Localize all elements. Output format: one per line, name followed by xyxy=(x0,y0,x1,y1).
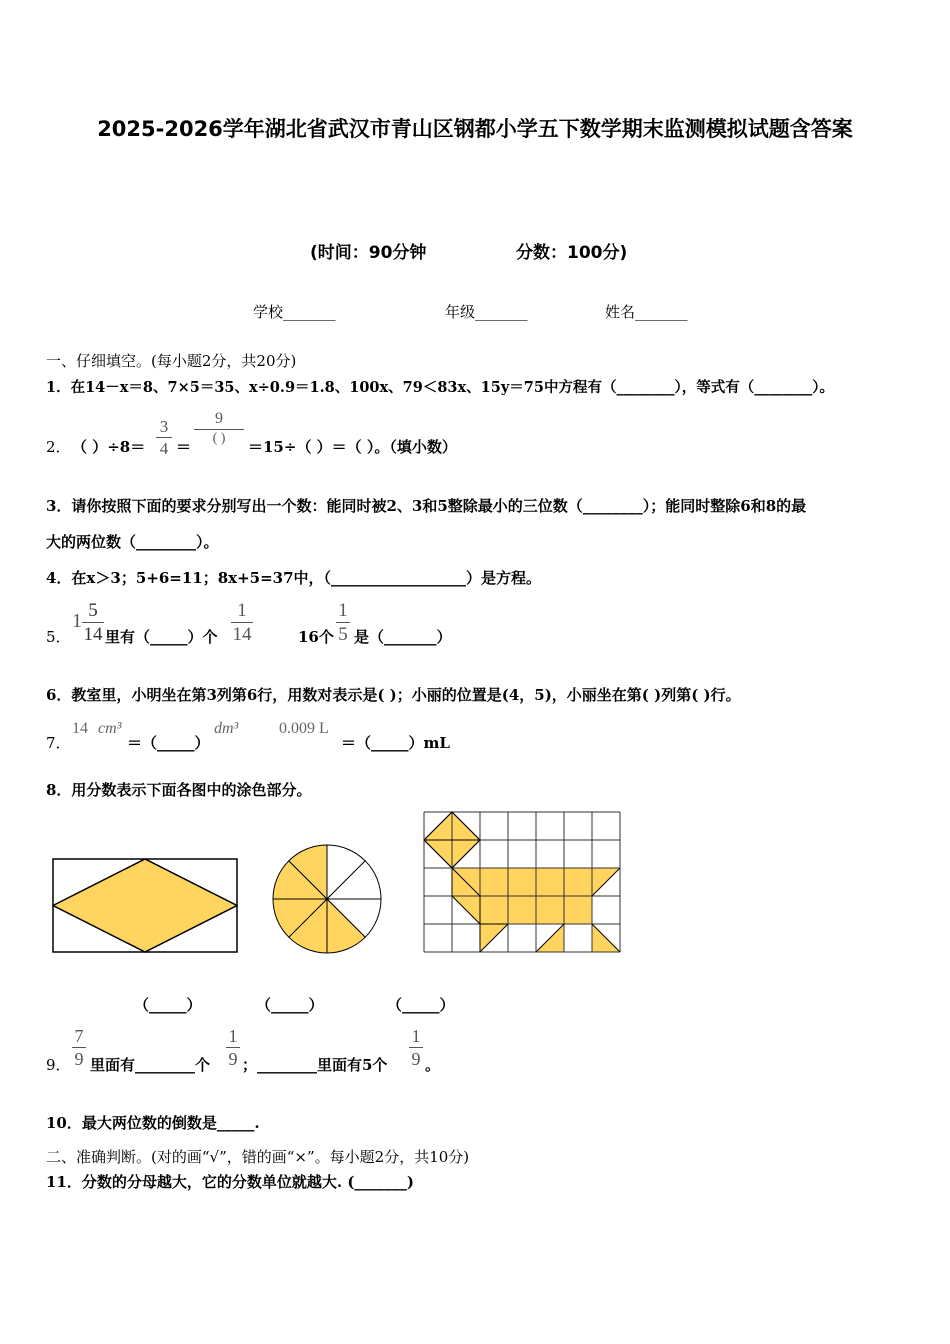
fraction-numerator: 1 xyxy=(228,1026,238,1046)
question-7-number: 7． xyxy=(46,734,71,752)
question-9-text-2: ；________里面有5个 xyxy=(242,1056,388,1074)
fraction-denominator: 4 xyxy=(159,439,169,458)
question-3-line-2: 大的两位数（________）。 xyxy=(46,533,219,551)
question-5-text-2: 16个 xyxy=(298,628,334,646)
question-11: 11．分数的分母越大，它的分数单位就越大. (_______) xyxy=(46,1173,415,1191)
question-7-value-1: 14 xyxy=(72,720,88,737)
score-label: 分数：100分) xyxy=(516,243,628,263)
question-5-text-1: 里有（_____）个 xyxy=(105,628,218,646)
question-9-text-1: 里面有________个 xyxy=(90,1056,211,1074)
grade-field: 年级_______ xyxy=(445,303,528,321)
question-7-text-1: ＝（_____） xyxy=(127,734,210,752)
question-5-fraction-c xyxy=(336,601,350,644)
question-2-fraction-1 xyxy=(156,418,172,457)
fraction-denominator: 14 xyxy=(232,624,252,645)
fraction-numerator: 1 xyxy=(338,600,348,621)
question-2-part1: （ ）÷8＝ xyxy=(72,438,146,456)
question-5-number: 5． xyxy=(46,628,71,646)
name-field: 姓名_______ xyxy=(605,303,688,321)
question-9-number: 9． xyxy=(46,1056,71,1074)
question-5-fraction-a xyxy=(82,601,104,644)
question-3-line-1: 3．请你按照下面的要求分别写出一个数：能同时被2、3和5整除最小的三位数（________）；能同时整除6和8的最 xyxy=(46,497,807,515)
fraction-numerator: 9 xyxy=(215,410,223,427)
question-9-fraction-c xyxy=(409,1027,423,1068)
question-8: 8．用分数表示下面各图中的涂色部分。 xyxy=(46,781,312,799)
question-1: 1．在14－x＝8、7×5＝35、x÷0.9＝1.8、100x、79＜83x、15y＝75中方程有（________），等式有（________）。 xyxy=(46,379,834,396)
fraction-numerator: 5 xyxy=(88,600,98,621)
rhombus-in-rectangle-figure xyxy=(52,858,238,954)
question-2-number: 2． xyxy=(46,438,71,456)
figure-3-answer-blank: （_____） xyxy=(387,996,455,1014)
question-9-fraction-b xyxy=(226,1027,240,1068)
figure-1-answer-blank: （_____） xyxy=(134,996,202,1014)
fraction-denominator: 14 xyxy=(83,624,103,645)
fraction-denominator: 5 xyxy=(338,624,348,645)
question-2-fraction-2 xyxy=(194,411,244,446)
question-6: 6．教室里，小明坐在第3列第6行，用数对表示是( )；小丽的位置是(4，5)，小丽坐在第( )列第( )行。 xyxy=(46,686,741,704)
grid-shape-figure xyxy=(423,811,623,957)
unit-dm3: dm³ xyxy=(214,720,239,737)
page-title: 2025-2026学年湖北省武汉市青山区钢都小学五下数学期末监测模拟试题含答案 xyxy=(97,117,853,141)
fraction-numerator: 3 xyxy=(159,417,169,436)
fraction-denominator: 9 xyxy=(411,1049,421,1069)
question-7-text-2: ＝（_____）mL xyxy=(341,734,450,752)
fraction-denominator: 9 xyxy=(228,1049,238,1069)
fraction-numerator: 1 xyxy=(411,1026,421,1046)
figure-2-answer-blank: （_____） xyxy=(256,996,324,1014)
question-2-part2: ＝15÷（ ）＝（ ）。（填小数） xyxy=(248,438,457,456)
question-5-fraction-b xyxy=(231,601,253,644)
fraction-numerator: 7 xyxy=(74,1026,84,1046)
section-2-heading: 二、准确判断。(对的画“√”，错的画“×”。每小题2分，共10分) xyxy=(46,1148,470,1166)
question-9-text-3: 。 xyxy=(425,1056,441,1074)
question-4: 4．在x＞3；5+6=11；8x+5=37中，（__________________）是方程。 xyxy=(46,569,542,587)
question-10: 10．最大两位数的倒数是_____. xyxy=(46,1114,260,1132)
fraction-numerator: 1 xyxy=(237,600,247,621)
unit-cm3: cm³ xyxy=(98,720,122,737)
school-field: 学校_______ xyxy=(253,303,336,321)
fraction-denominator: 9 xyxy=(74,1049,84,1069)
time-label: (时间：90分钟 xyxy=(310,243,427,263)
section-1-heading: 一、仔细填空。(每小题2分，共20分) xyxy=(46,352,297,370)
question-5-text-3: 是（_______） xyxy=(354,628,452,646)
question-2-equals: ＝ xyxy=(176,438,192,456)
question-9-fraction-a xyxy=(72,1027,86,1068)
circle-sectors-figure xyxy=(271,843,383,955)
question-7-value-2: 0.009 L xyxy=(279,720,329,737)
mixed-number-whole: 1 xyxy=(72,610,82,632)
fraction-denominator: ( ) xyxy=(212,431,226,446)
